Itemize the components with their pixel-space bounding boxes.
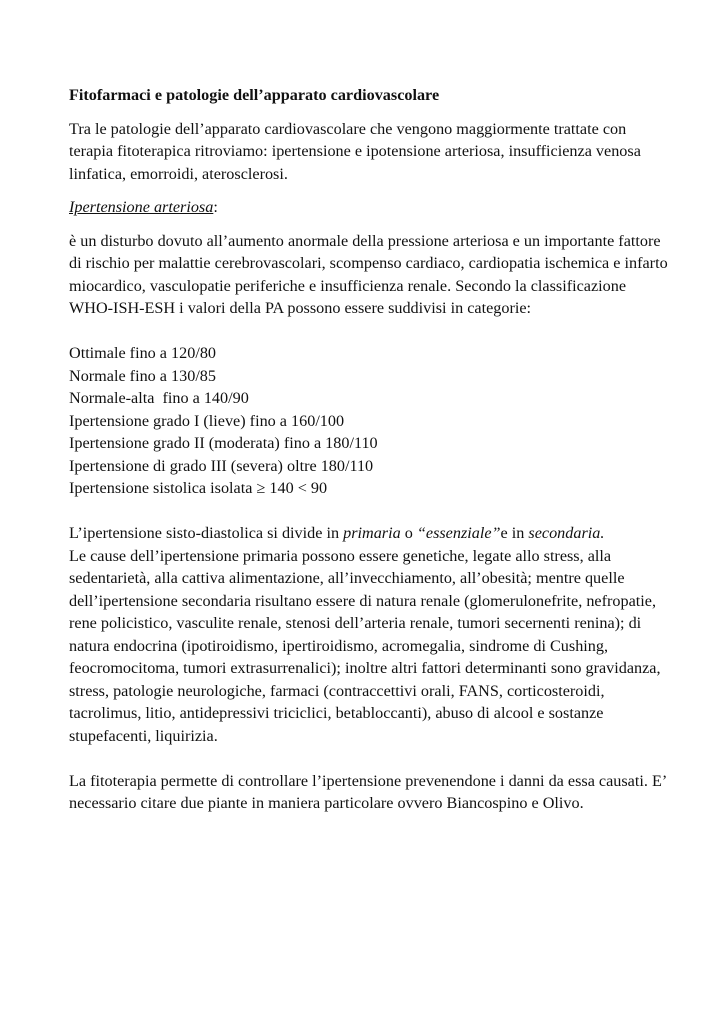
spacer <box>69 500 669 523</box>
causes-paragraph: Le cause dell’ipertensione primaria possono essere genetiche, legate allo stress, alla sedentarietà, alla cattiva alimentazione, all’invecchiamento, all’obesità; mentre quelle dell’ipertensione secondaria risultano essere di natura renale (glomerulonefrite, nefropatie, rene policistico, vasculite renale, stenosi dell’arteria renale, tumori secernenti renina); di natura endocrina (ipotiroidismo, ipertiroidismo, acromegalia, sindrome di Cushing, feocromocitoma, tumori extrasurrenalici); inoltre altri fattori determinanti sono gravidanza, stress, patologie neurologiche, farmaci (contraccettivi orali, FANS, corticosteroidi, tacrolimus, litio, antidepressivi triciclici, betabloccanti), abuso di alcool e sostanze stupefacenti, liquirizia. <box>69 546 661 745</box>
category-item: Ipertensione grado II (moderata) fino a 180/110 <box>69 434 378 452</box>
intro-paragraph: Tra le patologie dell’apparato cardiovascolare che vengono maggiormente trattate con terapia fitoterapica ritroviamo: ipertensione e ipotensione arteriosa, insufficienza venosa linfatica, emorroidi, aterosclerosi. <box>69 119 641 183</box>
division-text: L’ipertensione sisto-diastolica si divide in <box>69 524 344 542</box>
category-item: Ipertensione grado I (lieve) fino a 160/100 <box>69 411 345 430</box>
secondaria-term: secondaria. <box>528 524 605 542</box>
division-text: o <box>400 524 417 542</box>
section-heading-suffix: : <box>213 198 218 216</box>
division-text: e in <box>500 524 529 542</box>
spacer <box>69 747 669 770</box>
section-heading-text: Ipertensione arteriosa <box>69 198 214 216</box>
division-paragraph <box>69 522 669 545</box>
category-item: Ipertensione di grado III (severa) oltre 180/110 <box>69 456 374 475</box>
document-title: Fitofarmaci e patologie dell’apparato cardiovascolare <box>69 86 440 104</box>
definition-paragraph: è un disturbo dovuto all’aumento anormale della pressione arteriosa e un importante fattore di rischio per malattie cerebrovascolari, scompenso cardiaco, cardiopatia ischemica e infarto miocardico, vasculopatie periferiche e insufficienza renale. Secondo la classificazione WHO-ISH-ESH i valori della PA possono essere suddivisi in categorie: <box>69 231 668 317</box>
spacer <box>69 320 669 343</box>
primaria-term: primaria <box>343 524 401 542</box>
category-item: Normale-alta fino a 140/90 <box>69 389 249 407</box>
section-heading <box>69 196 669 219</box>
essenziale-term: “essenziale” <box>416 524 501 542</box>
category-list <box>69 342 669 500</box>
conclusion-paragraph: La fitoterapia permette di controllare l’ipertensione prevenendone i danni da essa causati. E’ necessario citare due piante in maniera particolare ovvero Biancospino e Olivo. <box>69 771 667 812</box>
category-item: Normale fino a 130/85 <box>69 366 216 385</box>
category-item: Ipertensione sistolica isolata ≥ 140 < 90 <box>69 479 328 497</box>
document-page <box>69 84 669 826</box>
category-item: Ottimale fino a 120/80 <box>69 344 217 362</box>
